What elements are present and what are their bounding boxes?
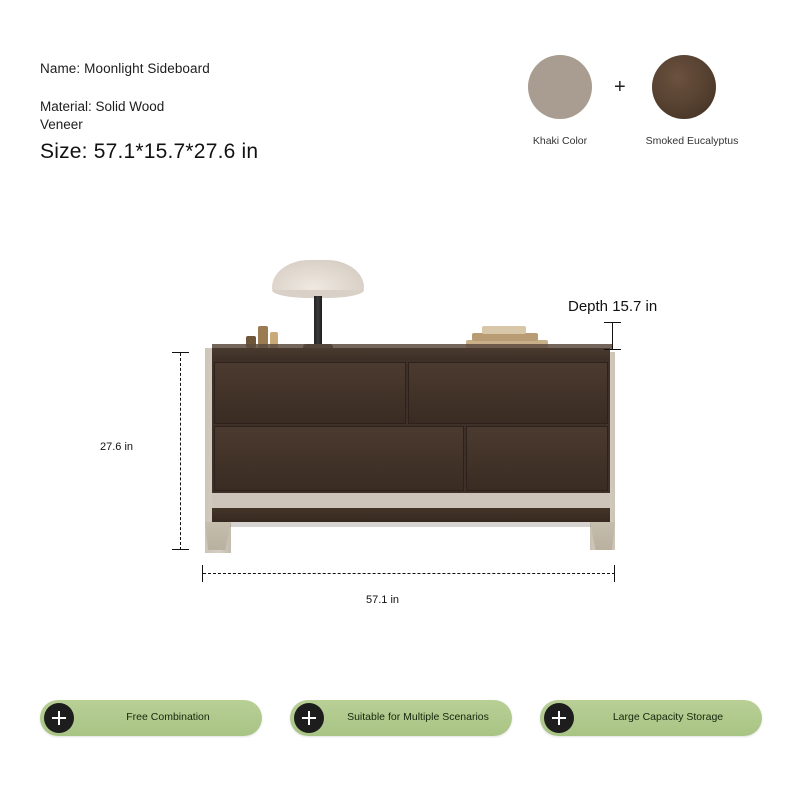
cabinet-drawer-bottom-right [466, 426, 608, 491]
product-name-text: Name: Moonlight Sideboard [40, 61, 210, 76]
feature-pill-multiple-scenarios[interactable] [290, 700, 512, 736]
color-swatch-smoked-eucalyptus-label: Smoked Eucalyptus [645, 135, 739, 147]
color-swatch-khaki[interactable] [528, 55, 592, 119]
plus-separator: + [614, 76, 626, 98]
cabinet-drawer-top-right [408, 362, 608, 424]
cabinet-drawer-bottom-left [214, 426, 464, 491]
width-dimension-label: 57.1 in [366, 594, 400, 606]
depth-dimension-label: Depth 15.7 in [568, 298, 658, 315]
feature-pill-label: Large Capacity Storage [612, 711, 724, 724]
cabinet-plinth [212, 508, 610, 522]
feature-pill-label: Free Combination [126, 711, 210, 724]
table-lamp-stem-icon [314, 296, 322, 348]
feature-pill-label: Suitable for Multiple Scenarios [347, 711, 489, 724]
plus-badge-icon [294, 703, 324, 733]
feature-pill-group [0, 700, 800, 740]
feature-pill-large-capacity-storage[interactable] [540, 700, 762, 736]
width-dimension-line [203, 573, 615, 574]
product-material-text: Material: Solid Wood Veneer [40, 99, 165, 132]
colorway-group [510, 55, 760, 155]
color-swatch-smoked-eucalyptus[interactable] [652, 55, 716, 119]
height-dimension-label: 27.6 in [100, 441, 134, 453]
height-dimension-cap-bottom [172, 549, 189, 550]
depth-dimension-cap-bottom [604, 349, 621, 350]
color-swatch-khaki-label: Khaki Color [532, 135, 588, 147]
book-top [482, 326, 526, 334]
plus-badge-icon [544, 703, 574, 733]
height-dimension-line [180, 353, 181, 550]
width-dimension-cap-right [614, 565, 615, 582]
cabinet-drawer-top-left [214, 362, 406, 424]
plus-badge-icon [44, 703, 74, 733]
product-illustration [160, 240, 660, 600]
book-middle [472, 333, 538, 341]
feature-pill-free-combination[interactable] [40, 700, 262, 736]
depth-dimension-line [612, 322, 613, 350]
product-size-text: Size: 57.1*15.7*27.6 in [40, 140, 259, 163]
cabinet-base-shadow [218, 522, 604, 527]
table-lamp-shade-icon [272, 260, 364, 294]
